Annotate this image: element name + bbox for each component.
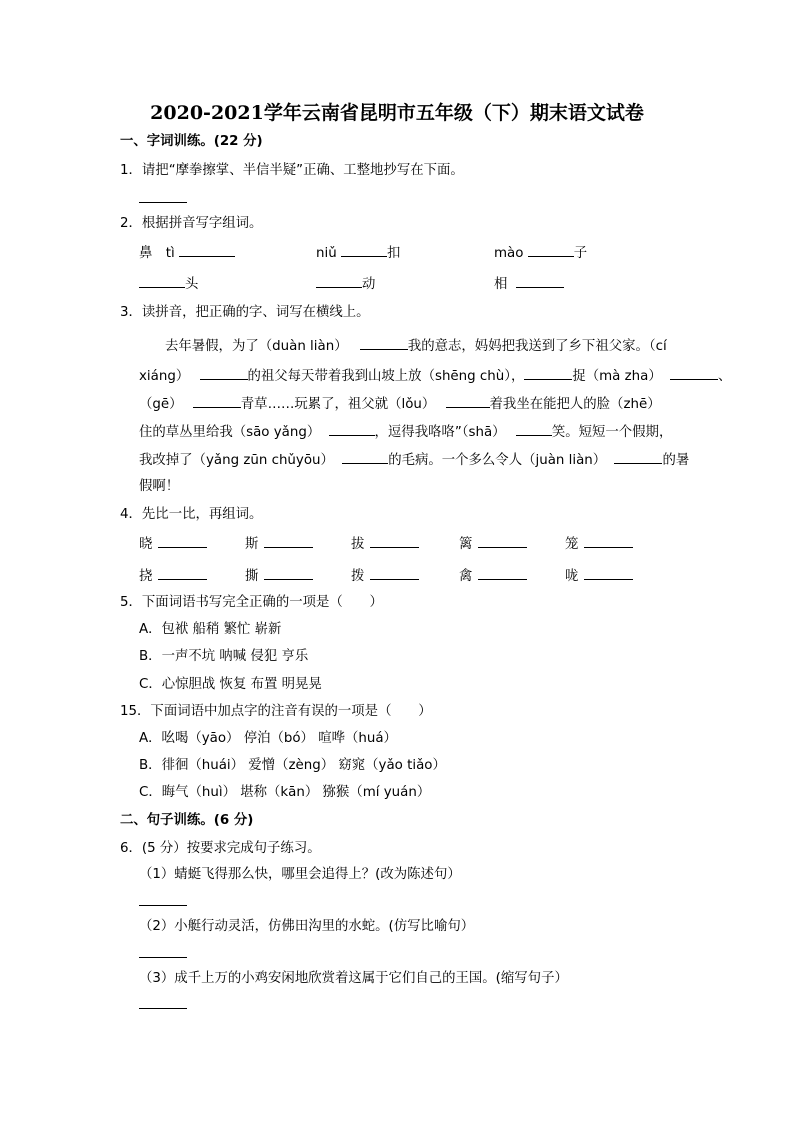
- q4-char: 篱: [459, 535, 527, 554]
- answer-blank[interactable]: [158, 567, 207, 580]
- q4-char: 斯: [245, 535, 313, 554]
- answer-blank[interactable]: [360, 337, 408, 350]
- answer-blank[interactable]: [139, 996, 187, 1015]
- option-b[interactable]: B．一声不坑 呐喊 侵犯 亨乐: [139, 649, 309, 664]
- option-b[interactable]: B．徘徊（huái） 爱憎（zèng） 窈窕（yǎo tiǎo）: [139, 758, 446, 773]
- q4-char: 咙: [565, 567, 633, 586]
- answer-blank[interactable]: [179, 244, 235, 257]
- q2-text: 头: [185, 277, 199, 292]
- q3-line: 去年暑假，为了（duàn liàn） 我的意志，妈妈把我送到了乡下祖父家。（cí: [165, 339, 667, 354]
- option-a[interactable]: A．包袱 船稍 繁忙 崭新: [139, 622, 282, 637]
- subquestion: （1）蜻蜓飞得那么快，哪里会追得上？(改为陈述句）: [139, 867, 461, 882]
- answer-blank[interactable]: [200, 367, 248, 380]
- page-title: 2020-2021学年云南省昆明市五年级（下）期末语文试卷: [150, 102, 644, 124]
- answer-blank[interactable]: [670, 367, 718, 380]
- question-15: 15．下面词语中加点字的注音有误的一项是（ ）: [120, 704, 432, 719]
- q2-item: [494, 275, 564, 294]
- answer-blank[interactable]: [342, 451, 388, 464]
- answer-blank[interactable]: [329, 423, 375, 436]
- section-heading: 一、字词训练。(22 分): [120, 134, 263, 149]
- answer-blank[interactable]: [478, 535, 527, 548]
- q2-item: [494, 244, 587, 263]
- q2-item: [139, 244, 235, 263]
- q4-char: 笼: [565, 535, 633, 554]
- q3-line: （gē） 青草……玩累了，祖父就（lǒu） 着我坐在能把人的脸（zhē）: [139, 397, 661, 412]
- q3-line: 我改掉了（yǎng zūn chǔyōu） 的毛病。一个多么令人（juàn liàn） 的暑: [139, 453, 690, 468]
- question-1: 1．请把“摩拳擦掌、半信半疑”正确、工整地抄写在下面。: [120, 163, 464, 178]
- q2-text: 扣: [386, 246, 401, 261]
- question-2: 2．根据拼音写字组词。: [120, 216, 263, 231]
- answer-blank[interactable]: [516, 423, 552, 436]
- q2-text: mào: [494, 246, 524, 261]
- q4-char: 挠: [139, 567, 207, 586]
- q4-char: 禽: [459, 567, 527, 586]
- q3-line: 住的草丛里给我（sāo yǎng） ，逗得我咯咯”（shā） 笑。短短一个假期，: [139, 425, 673, 440]
- answer-blank[interactable]: [158, 535, 207, 548]
- answer-blank[interactable]: [516, 275, 564, 288]
- question-4: 4．先比一比，再组词。: [120, 507, 263, 522]
- answer-blank[interactable]: [446, 395, 490, 408]
- option-a[interactable]: A．吆喝（yāo） 停泊（bó） 喧哗（huá）: [139, 731, 397, 746]
- question-5: 5．下面词语书写完全正确的一项是（ ）: [120, 595, 383, 610]
- q4-char: 晓: [139, 535, 207, 554]
- q2-item: [139, 275, 198, 294]
- option-c[interactable]: C．晦气（huì） 堪称（kān） 猕猴（mí yuán）: [139, 785, 431, 800]
- answer-blank[interactable]: [139, 190, 187, 209]
- answer-blank[interactable]: [478, 567, 527, 580]
- answer-blank[interactable]: [264, 567, 313, 580]
- answer-blank[interactable]: [316, 275, 362, 288]
- q2-item: [316, 244, 400, 263]
- q4-char: 拔: [351, 535, 419, 554]
- answer-blank[interactable]: [528, 244, 574, 257]
- q2-text: niǔ: [316, 246, 337, 261]
- section-heading: 二、句子训练。(6 分): [120, 813, 254, 828]
- q4-char: 拨: [351, 567, 419, 586]
- answer-blank[interactable]: [341, 244, 387, 257]
- q2-text: 动: [362, 277, 376, 292]
- answer-blank[interactable]: [370, 567, 419, 580]
- answer-blank[interactable]: [524, 367, 572, 380]
- q4-char: 撕: [245, 567, 313, 586]
- answer-blank[interactable]: [139, 893, 187, 912]
- answer-blank[interactable]: [264, 535, 313, 548]
- answer-blank[interactable]: [193, 395, 241, 408]
- q3-line: 假啊！: [139, 479, 180, 494]
- answer-blank[interactable]: [584, 567, 633, 580]
- q2-text: 相: [494, 277, 508, 292]
- subquestion: （2）小艇行动灵活，仿佛田沟里的水蛇。(仿写比喻句）: [139, 919, 475, 934]
- q2-item: [316, 275, 375, 294]
- answer-blank[interactable]: [370, 535, 419, 548]
- question-6: 6．(5 分）按要求完成句子练习。: [120, 841, 321, 856]
- answer-blank[interactable]: [584, 535, 633, 548]
- answer-blank[interactable]: [614, 451, 662, 464]
- option-c[interactable]: C．心惊胆战 恢复 布置 明晃晃: [139, 677, 322, 692]
- answer-blank[interactable]: [139, 945, 187, 964]
- answer-blank[interactable]: [139, 275, 185, 288]
- question-3: 3．读拼音，把正确的字、词写在横线上。: [120, 305, 370, 320]
- q3-line: xiáng） 的祖父每天带着我到山坡上放（shēng chù）， 捉（mà zha） 、: [139, 369, 732, 384]
- q2-text: 鼻 tì: [139, 246, 175, 261]
- q2-text: 子: [573, 246, 588, 261]
- subquestion: （3）成千上万的小鸡安闲地欣赏着这属于它们自己的王国。(缩写句子）: [139, 971, 568, 986]
